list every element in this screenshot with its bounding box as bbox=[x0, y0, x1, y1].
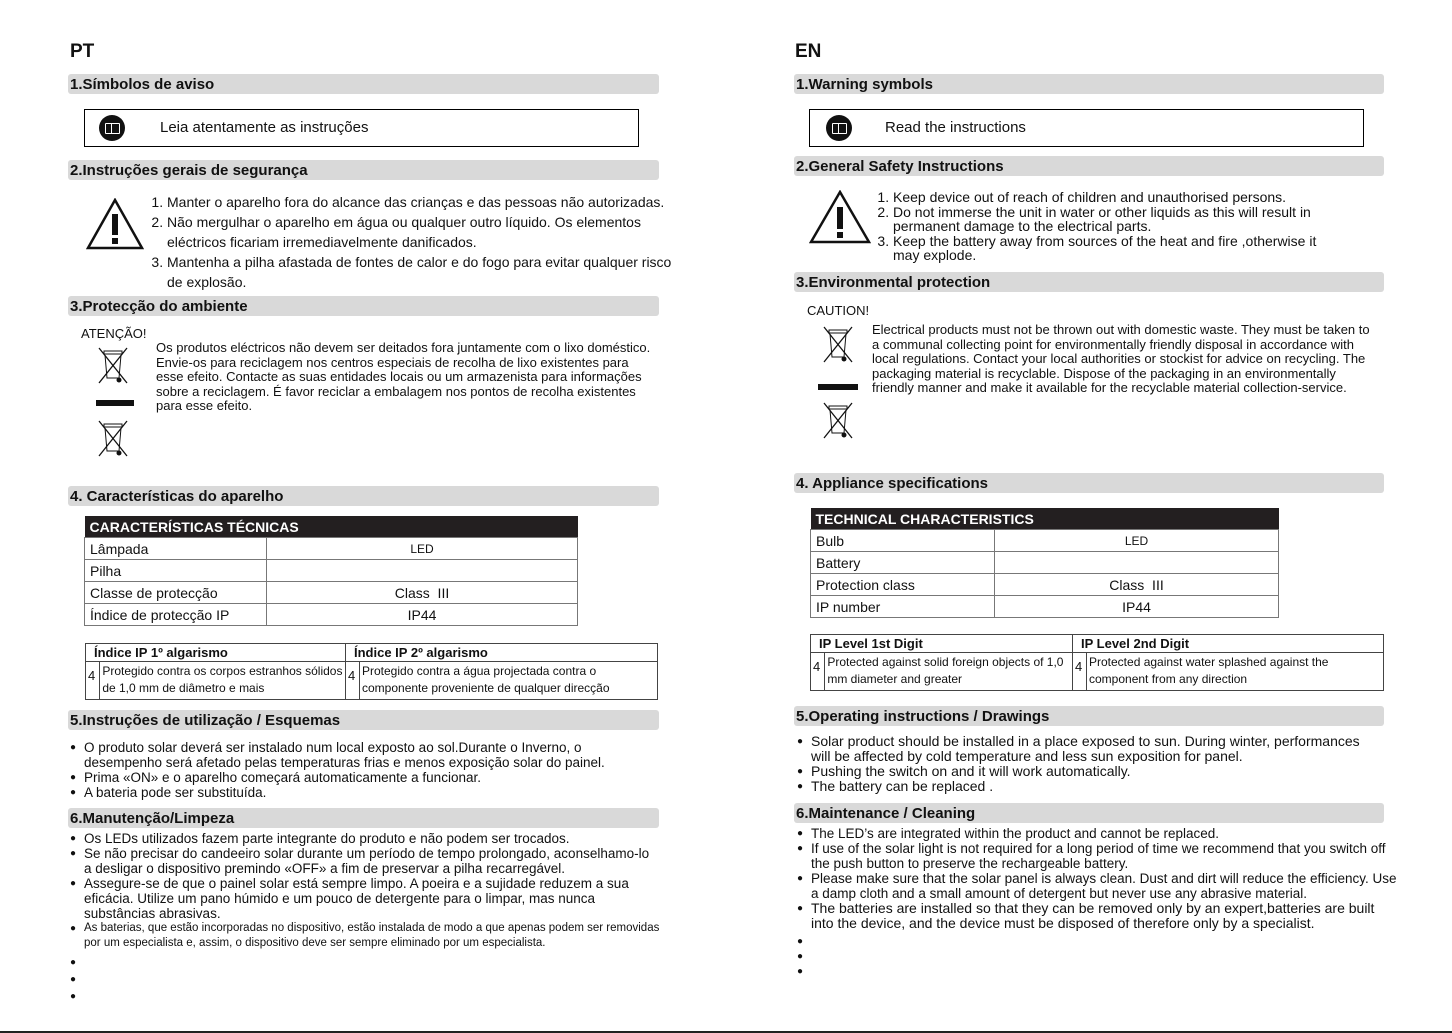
crossed-bin-icon bbox=[821, 400, 855, 440]
list-item: 3. Keep the battery away from sources of the heat and fire ,otherwise it may explode. bbox=[893, 234, 1333, 263]
ip-digit: 4 bbox=[346, 662, 360, 700]
section-title-specs-en: 4. Appliance specifications bbox=[794, 473, 1384, 493]
specs-table-en bbox=[810, 508, 1279, 618]
spec-value: IP44 bbox=[995, 596, 1279, 618]
separator-bar bbox=[818, 384, 858, 390]
spec-label: Bulb bbox=[811, 530, 995, 552]
table-row bbox=[85, 538, 578, 560]
list-item: ● O produto solar deverá ser instalado num local exposto ao sol.Durante o Inverno, o desempenho será afetado pelas temperaturas frias e menos exposição solar do painel. bbox=[70, 740, 657, 770]
separator-bar bbox=[96, 400, 134, 406]
ip-description: Protected against water splashed against the component from any direction bbox=[1087, 653, 1384, 691]
section-title-environment-pt: 3.Protecção do ambiente bbox=[68, 296, 659, 316]
read-instructions-box-en bbox=[809, 109, 1364, 147]
list-item bbox=[797, 949, 1397, 964]
list-item bbox=[70, 972, 660, 987]
spec-value: LED bbox=[267, 538, 578, 560]
spec-label: Lâmpada bbox=[85, 538, 267, 560]
section-title-operating-pt: 5.Instruções de utilização / Esquemas bbox=[68, 710, 659, 730]
ip-header-1: IP Level 1st Digit bbox=[811, 635, 1073, 653]
environment-text-en: Electrical products must not be thrown out with domestic waste. They must be taken to a communal collecting point for environmentally friendly disposal in accordance with local regulations. Contact your local authorities or stockist for advice on recycling. The packaging material is recyclable. Dispose of the packaging in an environmentally friendly manner and make it available for the recyclable material collection-service. bbox=[872, 322, 1370, 395]
ip-digit: 4 bbox=[86, 662, 100, 700]
spec-value bbox=[995, 552, 1279, 574]
list-item: 1. Keep device out of reach of children and unauthorised persons. bbox=[893, 190, 1333, 205]
ip-description: Protegido contra a água projectada contra o componente proveniente de qualquer direcção bbox=[360, 662, 658, 700]
list-item: 3. Mantenha a pilha afastada de fontes de calor e do fogo para evitar qualquer risco de explosão. bbox=[167, 252, 677, 292]
caution-label: CAUTION! bbox=[807, 303, 870, 318]
specs-header: CARACTERÍSTICAS TÉCNICAS bbox=[85, 516, 578, 538]
book-icon bbox=[826, 115, 852, 141]
section-title-environment-en: 3.Environmental protection bbox=[794, 272, 1384, 292]
table-row bbox=[85, 560, 578, 582]
section-title-maintenance-en: 6.Maintenance / Cleaning bbox=[794, 803, 1384, 823]
warning-triangle-icon bbox=[809, 190, 871, 244]
crossed-bin-icon bbox=[96, 345, 130, 385]
table-row bbox=[85, 582, 578, 604]
book-icon bbox=[99, 115, 125, 141]
spec-value: Class III bbox=[267, 582, 578, 604]
maintenance-list-en bbox=[797, 826, 1397, 979]
section-title-safety-pt: 2.Instruções gerais de segurança bbox=[68, 160, 659, 180]
table-row bbox=[85, 604, 578, 626]
list-item: ● Os LEDs utilizados fazem parte integrante do produto e não podem ser trocados. bbox=[70, 831, 660, 846]
caution-label: ATENÇÃO! bbox=[81, 326, 147, 341]
section-title-warning-symbols-en: 1.Warning symbols bbox=[794, 74, 1384, 94]
spec-value: Class III bbox=[995, 574, 1279, 596]
table-row bbox=[811, 596, 1279, 618]
table-row bbox=[811, 574, 1279, 596]
spec-value bbox=[267, 560, 578, 582]
language-label-en: EN bbox=[795, 41, 822, 62]
list-item: ● Pushing the switch on and it will work automatically. bbox=[797, 764, 1377, 779]
list-item: ● A bateria pode ser substituída. bbox=[70, 785, 657, 800]
spec-label: Índice de protecção IP bbox=[85, 604, 267, 626]
read-instructions-box-pt bbox=[84, 109, 639, 147]
safety-list-en bbox=[873, 190, 1333, 263]
section-title-safety-en: 2.General Safety Instructions bbox=[794, 156, 1384, 176]
specs-table-pt bbox=[84, 516, 578, 626]
section-title-maintenance-pt: 6.Manutenção/Limpeza bbox=[68, 808, 659, 828]
spec-label: IP number bbox=[811, 596, 995, 618]
list-item: 1. Manter o aparelho fora do alcance das crianças e das pessoas não autorizadas. bbox=[167, 192, 677, 212]
list-item bbox=[797, 964, 1397, 979]
list-item: ● Please make sure that the solar panel is always clean. Dust and dirt will reduce the efficiency. Use a damp cloth and a small amount of detergent but never use any abrasive material. bbox=[797, 871, 1397, 901]
ip-description: Protegido contra os corpos estranhos sólidos de 1,0 mm de diâmetro e mais bbox=[100, 662, 346, 700]
spec-value: LED bbox=[995, 530, 1279, 552]
language-label-pt: PT bbox=[70, 41, 95, 62]
section-title-specs-pt: 4. Características do aparelho bbox=[68, 486, 659, 506]
specs-header: TECHNICAL CHARACTERISTICS bbox=[811, 508, 1279, 530]
spec-label: Pilha bbox=[85, 560, 267, 582]
section-title-warning-symbols-pt: 1.Símbolos de aviso bbox=[68, 74, 659, 94]
ip-description: Protected against solid foreign objects of 1,0 mm diameter and greater bbox=[825, 653, 1073, 691]
ip-digit: 4 bbox=[1073, 653, 1087, 691]
list-item: ● The batteries are installed so that they can be removed only by an expert,batteries are built into the device, and the device must be disposed of therefore only by a specialist. bbox=[797, 901, 1397, 931]
list-item bbox=[797, 934, 1397, 949]
list-item: ● Assegure-se de que o painel solar está sempre limpo. A poeira e a sujidade reduzem a sua eficácia. Utilize um pano húmido e um pouco de detergente para o limpar, mas nunca substâncias abrasivas. bbox=[70, 876, 660, 921]
crossed-bin-icon bbox=[96, 418, 130, 458]
list-item bbox=[70, 955, 660, 970]
read-instructions-text: Leia atentamente as instruções bbox=[160, 119, 369, 136]
section-title-operating-en: 5.Operating instructions / Drawings bbox=[794, 706, 1384, 726]
ip-table-en bbox=[810, 634, 1384, 691]
operating-list-en bbox=[797, 734, 1377, 794]
safety-list-pt bbox=[147, 192, 677, 292]
list-item: ● Prima «ON» e o aparelho começará automaticamente a funcionar. bbox=[70, 770, 657, 785]
ip-table-pt bbox=[85, 643, 658, 700]
list-item: ● Solar product should be installed in a place exposed to sun. During winter, performances will be affected by cold temperature and less sun exposition for panel. bbox=[797, 734, 1377, 764]
spec-label: Protection class bbox=[811, 574, 995, 596]
list-item: 2. Não mergulhar o aparelho em água ou qualquer outro líquido. Os elementos eléctricos ficariam irremediavelmente danificados. bbox=[167, 212, 677, 252]
spec-label: Classe de protecção bbox=[85, 582, 267, 604]
list-item: ● As baterias, que estão incorporadas no dispositivo, estão instalada de modo a que apenas podem ser removidas por um especialista e, assim, o dispositivo deve ser sempre eliminado por um especialista. bbox=[70, 921, 660, 951]
spec-value: IP44 bbox=[267, 604, 578, 626]
list-item bbox=[70, 989, 660, 1004]
table-row bbox=[811, 530, 1279, 552]
read-instructions-text: Read the instructions bbox=[885, 119, 1026, 136]
operating-list-pt bbox=[70, 740, 657, 800]
environment-text-pt: Os produtos eléctricos não devem ser deitados fora juntamente com o lixo doméstico. Envie-os para reciclagem nos centros especiais de recolha de lixo existentes para esse efeito. Contacte as suas entidades locais ou um armazenista para informações sobre a reciclagem. É favor reciclar a embalagem nos pontos de recolha existentes para esse efeito. bbox=[156, 340, 651, 413]
ip-digit: 4 bbox=[811, 653, 825, 691]
ip-header-1: Índice IP 1º algarismo bbox=[86, 644, 346, 662]
spec-label: Battery bbox=[811, 552, 995, 574]
list-item: 2. Do not immerse the unit in water or other liquids as this will result in permanent damage to the electrical parts. bbox=[893, 205, 1333, 234]
warning-triangle-icon bbox=[86, 198, 144, 250]
ip-header-2: Índice IP 2º algarismo bbox=[346, 644, 658, 662]
list-item: ● The battery can be replaced . bbox=[797, 779, 1377, 794]
maintenance-list-pt bbox=[70, 831, 660, 1004]
table-row bbox=[811, 552, 1279, 574]
list-item: ● If use of the solar light is not required for a long period of time we recommend that you switch off the push button to preserve the rechargeable battery. bbox=[797, 841, 1397, 871]
crossed-bin-icon bbox=[821, 324, 855, 364]
list-item: ● The LED’s are integrated within the product and cannot be replaced. bbox=[797, 826, 1397, 841]
ip-header-2: IP Level 2nd Digit bbox=[1073, 635, 1384, 653]
list-item: ● Se não precisar do candeeiro solar durante um período de tempo prolongado, aconselhamo-lo a desligar o dispositivo premindo «OFF» a fim de preservar a pilha recarregável. bbox=[70, 846, 660, 876]
